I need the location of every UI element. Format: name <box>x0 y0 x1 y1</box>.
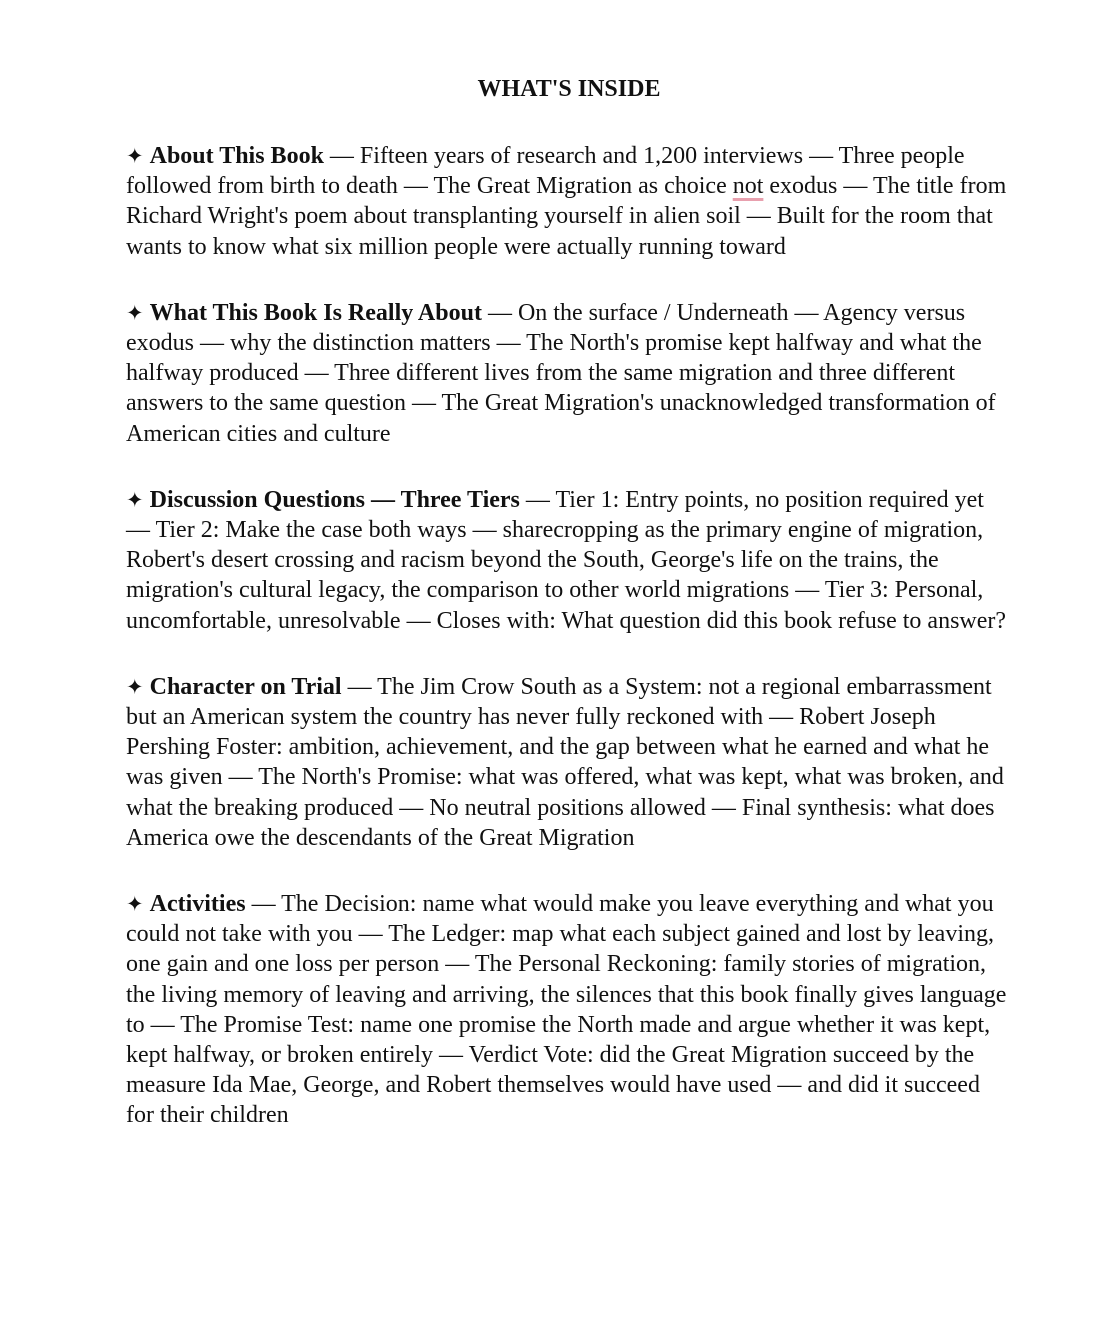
section-body-continued: exodus — The title from Richard Wright's poem about transplanting yourself in alien soil — Built for the room that wants to know what six million people were actually running toward <box>126 173 1007 260</box>
section-discussion-questions <box>126 485 1012 636</box>
document-page <box>126 74 1012 1167</box>
star-bullet-icon: ✦ <box>126 674 144 699</box>
spellcheck-flagged-word[interactable]: not <box>732 173 764 200</box>
star-bullet-icon: ✦ <box>126 487 144 512</box>
section-character-on-trial <box>126 672 1012 853</box>
document-title: WHAT'S INSIDE <box>477 76 661 102</box>
section-heading: What This Book Is Really About <box>149 299 482 326</box>
section-body: — On the surface / Underneath — Agency versus exodus — why the distinction matters — The North's promise kept halfway and what the halfway produced — Three different lives from the same migration and three different answers to the same question — The Great Migration's unacknowledged transformation of American cities and culture <box>126 299 996 447</box>
section-about-this-book <box>126 141 1012 262</box>
star-bullet-icon: ✦ <box>126 144 144 168</box>
section-activities <box>126 889 1012 1131</box>
section-heading: Character on Trial <box>149 673 342 700</box>
section-heading: Activities <box>149 891 246 918</box>
section-body: — The Decision: name what would make you leave everything and what you could not take with you — The Ledger: map what each subject gained and lost by leaving, one gain and one loss per person — The Personal Reckoning: family stories of migration, the living memory of leaving and arriving, the silences that this book finally gives language to — The Promise Test: name one promise the North made and argue whether it was kept, kept halfway, or broken entirely — Verdict Vote: did the Great Migration succeed by the measure Ida Mae, George, and Robert themselves would have used — and did it succeed for their children <box>126 891 1007 1129</box>
section-body: — Tier 1: Entry points, no position required yet — Tier 2: Make the case both ways — sharecropping as the primary engine of migration, Robert's desert crossing and racism beyond the South, George's life on the trains, the migration's cultural legacy, the comparison to other world migrations — Tier 3: Personal, uncomfortable, unresolvable — Closes with: What question did this book refuse to answer? <box>126 486 1007 634</box>
star-bullet-icon: ✦ <box>126 892 144 917</box>
section-heading: About This Book <box>149 143 324 169</box>
section-body: — Fifteen years of research and 1,200 interviews — Three people followed from birth to death — The Great Migration as choice <box>126 143 965 200</box>
section-what-this-book-is-really-about <box>126 298 1012 449</box>
section-body: — The Jim Crow South as a System: not a regional embarrassment but an American system the country has never fully reckoned with — Robert Joseph Pershing Foster: ambition, achievement, and the gap between what he earned and what he was given — The North's Promise: what was offered, what was kept, what was broken, and what the breaking produced — No neutral positions allowed — Final synthesis: what does America owe the descendants of the Great Migration <box>126 673 1004 851</box>
section-heading: Discussion Questions — Three Tiers <box>149 486 520 513</box>
star-bullet-icon: ✦ <box>126 300 144 325</box>
